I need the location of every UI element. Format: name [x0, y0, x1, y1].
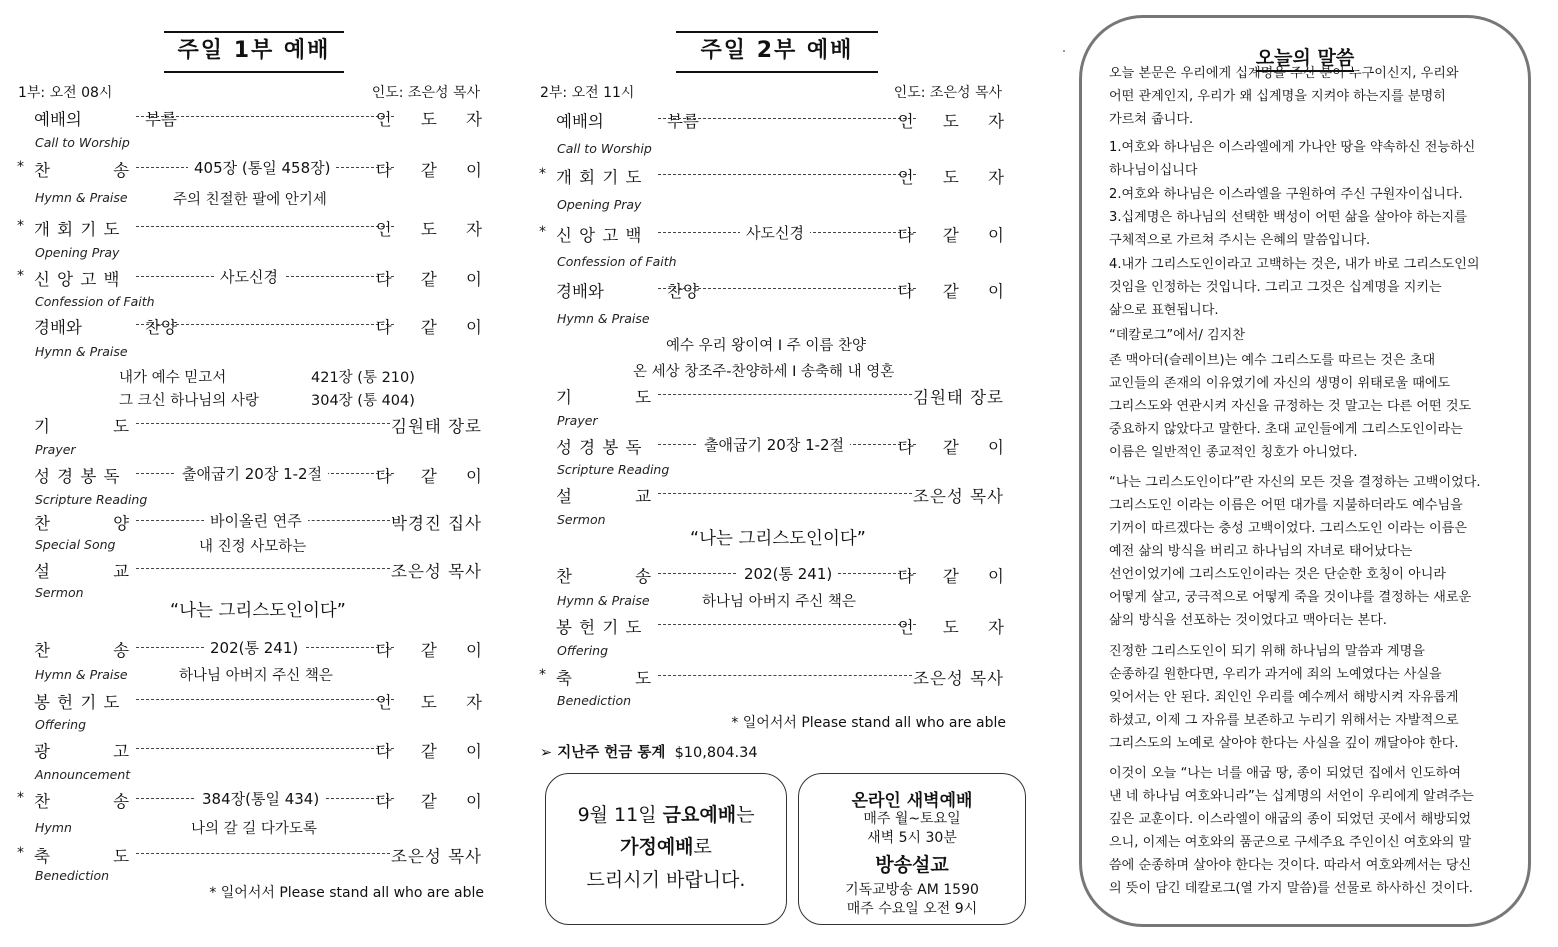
todays-word-line: 존 맥아더(슬레이브)는 예수 그리스도를 따르는 것은 초대: [1109, 353, 1436, 368]
todays-word-line: 교인들의 존재의 이유였기에 자신의 생명이 위태로울 때에도: [1109, 376, 1451, 391]
item-english: Offering: [35, 717, 87, 732]
item-leader: 인 도 자: [375, 220, 494, 239]
broadcast-time: 매주 수요일 오전 9시: [846, 901, 978, 917]
item-leader: 다 같 이: [897, 282, 1016, 301]
item-name: 축 도: [556, 669, 652, 688]
notice-particle-2: 로: [693, 836, 712, 858]
service2-title: 주일 2부 예배: [676, 31, 878, 73]
s2-item: [540, 278, 1016, 301]
todays-word-line: 으니, 이제는 여호와의 품군으로 구세주요 주인이신 여호와의 말: [1109, 835, 1472, 850]
item-leader: 다 같 이: [375, 270, 494, 289]
item-name: 경배와 찬양: [34, 318, 177, 337]
item-english: Offering: [557, 643, 609, 658]
offering-label: ➢ 지난주 헌금 통계: [540, 745, 666, 761]
praise-a-title: 내가 예수 믿고서: [119, 370, 227, 386]
s1-item: [17, 157, 494, 180]
todays-word-line: 순종하길 원한다면, 우리가 과거에 죄의 노예였다는 사실을: [1109, 667, 1442, 682]
leader-dots: [658, 288, 916, 289]
stand-marker: *: [17, 845, 24, 861]
todays-word-line: 것임을 인정하는 것입니다. 그리고 그것은 십계명을 지키는: [1109, 280, 1442, 295]
item-leader: 인 도 자: [375, 693, 494, 712]
praise-line-1: 예수 우리 왕이여 I 주 이름 찬양: [666, 338, 867, 354]
s2-item: [540, 563, 1016, 586]
service2-sermon-title: “나는 그리스도인이다”: [690, 529, 866, 549]
todays-word-line: 이것이 오늘 “나는 너를 애굽 땅, 종이 되었던 집에서 인도하여: [1109, 766, 1461, 781]
service2-time: 2부: 오전 11시: [540, 85, 635, 101]
leader-dots: [136, 568, 390, 569]
item-name: 봉 헌 기 도: [556, 618, 643, 637]
s1-item: [18, 738, 494, 761]
item-english: Hymn & Praise: [35, 190, 128, 205]
item-leader: 다 같 이: [897, 226, 1016, 245]
dawn-time: 새벽 5시 30분: [867, 830, 957, 846]
item-english: Confession of Faith: [557, 254, 677, 269]
item-name: 성 경 봉 독: [556, 438, 643, 457]
online-dawn-box: [798, 773, 1026, 925]
todays-word-line: 깊은 교훈이다. 이스라엘이 애굽의 종이 되었던 곳에서 해방되었: [1109, 812, 1472, 827]
item-english: Announcement: [35, 767, 131, 782]
item-name: 예배의 부름: [556, 112, 699, 131]
service1-stand-note: * 일어서서 Please stand all who are able: [209, 885, 484, 901]
stand-marker: *: [17, 218, 24, 234]
todays-word-line: 그리스도인 이라는 이름은 어떤 대가를 지불하더라도 예수님을: [1109, 498, 1463, 513]
leader-dots: [136, 699, 394, 700]
item-name: 성 경 봉 독: [34, 467, 121, 486]
item-english: Benediction: [557, 693, 632, 708]
leader-dots: [136, 226, 394, 227]
s1-item: [18, 843, 484, 865]
item-name: 찬 송: [34, 161, 130, 180]
todays-word-line: 이름은 일반적인 종교적인 칭호가 아니었다.: [1109, 445, 1358, 460]
item-leader: 조은성 목사: [391, 847, 482, 866]
s1-item: [18, 314, 494, 337]
item-name: 설 교: [556, 487, 652, 506]
item-detail: 405장 (통일 458장): [188, 157, 336, 178]
item-detail: 사도신경: [214, 266, 284, 287]
leader-dots: [658, 174, 916, 175]
item-detail: 384장(통일 434): [196, 788, 325, 809]
notice-friday: 금요예배: [662, 804, 737, 826]
item-detail: 출애굽기 20장 1-2절: [176, 463, 328, 484]
todays-word-line: 어떤 관계인지, 우리가 왜 십계명을 지켜야 하는지를 분명히: [1109, 89, 1446, 104]
leader-dots: [136, 423, 390, 424]
leader-dots: [658, 118, 916, 119]
stand-marker: *: [539, 667, 546, 683]
stand-marker: *: [539, 224, 546, 240]
s1-item: [18, 510, 484, 532]
s1-item: [18, 558, 484, 580]
notice-home-worship: 가정예배: [620, 836, 694, 858]
s1-item: [17, 216, 494, 239]
todays-word-panel: [1079, 15, 1531, 927]
item-english: Hymn & Praise: [35, 344, 128, 359]
todays-word-line: 구체적으로 가르쳐 주시는 은혜의 말씀입니다.: [1109, 233, 1371, 248]
item-name: 봉 헌 기 도: [34, 693, 121, 712]
service1-title: 주일 1부 예배: [164, 31, 344, 73]
item-name: 설 교: [34, 562, 130, 581]
item-leader: 다 같 이: [375, 467, 494, 486]
item-english: Scripture Reading: [557, 462, 670, 477]
item-name: 축 도: [34, 847, 130, 866]
todays-word-line: 하나님이십니다: [1109, 163, 1198, 178]
item-english: Prayer: [557, 413, 598, 428]
todays-word-line: 오늘 본문은 우리에게 십계명을 주신 분이 누구이신지, 우리와: [1109, 66, 1459, 81]
item-name: 찬 송: [34, 792, 130, 811]
service1-header: [18, 82, 484, 100]
item-english: Scripture Reading: [35, 492, 148, 507]
notice-line-2: [546, 832, 786, 859]
s2-item: [540, 434, 1016, 457]
leader-dots: [658, 624, 916, 625]
todays-word-line: 2.여호와 하나님은 이스라엘을 구원하여 주신 구원자이십니다.: [1109, 187, 1463, 202]
item-detail: 202(통 241): [204, 637, 304, 658]
item-leader: 김원태 장로: [913, 388, 1004, 407]
broadcast-station: 기독교방송 AM 1590: [845, 882, 979, 898]
s2-item: [540, 483, 1006, 505]
notice-date: 9월 11일: [577, 804, 663, 826]
s2-item: [539, 222, 1016, 245]
item-name: 예배의 부름: [34, 110, 177, 129]
todays-word-line: 4.내가 그리스도인이라고 고백하는 것은, 내가 바로 그리스도인의: [1109, 257, 1480, 272]
item-english: Hymn & Praise: [557, 593, 650, 608]
item-name: 경배와 찬양: [556, 282, 699, 301]
item-english: Sermon: [35, 585, 84, 600]
item-english: Call to Worship: [557, 141, 652, 156]
stand-marker: *: [17, 790, 24, 806]
hymn2-subtitle: 하나님 아버지 주신 책은: [179, 668, 333, 684]
item-english: Special Song: [35, 537, 116, 552]
service1-sermon-title: “나는 그리스도인이다”: [170, 601, 346, 621]
praise-line-2: 온 세상 창조주-찬양하세 I 송축해 내 영혼: [633, 364, 895, 380]
item-name: 찬 송: [556, 567, 652, 586]
item-leader: 박경진 집사: [391, 514, 482, 533]
s1-item: [18, 637, 494, 660]
item-name: 개 회 기 도: [34, 220, 121, 239]
s2-item: [540, 108, 1016, 131]
stand-marker: *: [539, 166, 546, 182]
todays-word-line: 삶의 방식을 선포하는 것이었다고 맥아더는 본다.: [1109, 613, 1387, 628]
broadcast-title: 방송설교: [875, 854, 949, 876]
s1-item: [17, 266, 494, 289]
todays-word-line: 낸 네 하나님 여호와니라”는 십계명의 서언이 우리에게 알려주는: [1109, 789, 1474, 804]
praise-b-title: 그 크신 하나님의 사랑: [119, 393, 259, 409]
leader-dots: [658, 493, 912, 494]
hymn3-subtitle: 나의 갈 길 다가도록: [191, 821, 317, 837]
todays-word-line: 어떻게 살고, 궁극적으로 어떻게 죽을 것이냐를 결정하는 새로운: [1109, 590, 1472, 605]
item-leader: 다 같 이: [375, 318, 494, 337]
stand-marker: *: [17, 268, 24, 284]
todays-word-line: 1.여호와 하나님은 이스라엘에게 가나안 땅을 약속하신 전능하신: [1109, 140, 1476, 155]
service1-time: 1부: 오전 08시: [18, 85, 113, 101]
item-leader: 조은성 목사: [913, 487, 1004, 506]
leader-dots: [136, 748, 394, 749]
item-english: Opening Pray: [35, 245, 120, 260]
todays-word-line: 기꺼이 따르겠다는 충성 고백이었다. 그리스도인 이라는 이름은: [1109, 521, 1467, 536]
leader-dots: [136, 324, 394, 325]
stray-dot: [1063, 50, 1065, 52]
item-leader: 다 같 이: [375, 161, 494, 180]
praise-b-number: 304장 (통 404): [311, 393, 415, 409]
todays-word-line: 그리스도와 연관시켜 자신을 규정하는 것 말고는 다른 어떤 것도: [1109, 399, 1472, 414]
s1-item: [18, 106, 494, 129]
item-detail: 사도신경: [740, 222, 810, 243]
todays-word-line: 가르쳐 줍니다.: [1109, 112, 1194, 127]
item-english: Confession of Faith: [35, 294, 155, 309]
s1-item: [18, 413, 484, 435]
item-name: 광 고: [34, 742, 130, 761]
item-detail: 202(통 241): [738, 563, 838, 584]
service2-header: [540, 82, 1006, 100]
todays-word-line: 선언이었기에 그리스도인이라는 것은 단순한 호칭이 아니라: [1109, 567, 1447, 582]
leader-dots: [136, 116, 394, 117]
item-english: Call to Worship: [35, 135, 130, 150]
item-leader: 다 같 이: [375, 641, 494, 660]
notice-line-3: 드리시기 바랍니다.: [586, 869, 746, 891]
item-english: Hymn & Praise: [557, 311, 650, 326]
offering-amount: $10,804.34: [674, 745, 758, 761]
item-english: Hymn: [35, 820, 72, 835]
item-english: Prayer: [35, 442, 76, 457]
leader-dots: [136, 853, 390, 854]
service2-hymn-subtitle: 하나님 아버지 주신 책은: [702, 594, 856, 610]
todays-word-line: 진정한 그리스도인이 되기 위해 하나님의 말씀과 계명을: [1109, 644, 1425, 659]
todays-word-line: “데칼로그”에서/ 김지찬: [1109, 328, 1245, 343]
s1-item: [18, 463, 494, 486]
item-name: 신 앙 고 백: [34, 270, 121, 289]
item-leader: 다 같 이: [375, 742, 494, 761]
service2-stand-note: * 일어서서 Please stand all who are able: [731, 715, 1006, 731]
item-english: Hymn & Praise: [35, 667, 128, 682]
item-name: 신 앙 고 백: [556, 226, 643, 245]
leader-dots: [658, 675, 912, 676]
item-name: 찬 송: [34, 641, 130, 660]
dawn-title: 온라인 새벽예배: [851, 791, 973, 811]
item-leader: 조은성 목사: [913, 669, 1004, 688]
service2-leader: 인도: 조은성 목사: [893, 85, 1002, 101]
s2-item: [540, 384, 1006, 406]
s2-item: [539, 164, 1016, 187]
s2-item: [540, 665, 1006, 687]
item-leader: 인 도 자: [897, 168, 1016, 187]
stand-marker: *: [17, 159, 24, 175]
item-detail: 바이올린 연주: [204, 510, 308, 531]
item-leader: 조은성 목사: [391, 562, 482, 581]
praise-a-number: 421장 (통 210): [311, 370, 415, 386]
item-name: 기 도: [556, 388, 652, 407]
todays-word-line: 삶으로 표현됩니다.: [1109, 303, 1219, 318]
s1-item: [17, 788, 494, 811]
service1-leader: 인도: 조은성 목사: [371, 85, 480, 101]
leader-dots: [658, 394, 912, 395]
todays-word-line: 3.십계명은 하나님의 선택한 백성이 어떤 삶을 살아야 하는지를: [1109, 210, 1467, 225]
todays-word-line: 중요하지 않았다고 말한다. 초대 교인들에게 그리스도인이라는: [1109, 422, 1463, 437]
item-name: 기 도: [34, 417, 130, 436]
item-english: Opening Pray: [557, 197, 642, 212]
todays-word-line: 씀에 순종하며 살아야 한다는 것이다. 따라서 여호와께서는 당신: [1109, 858, 1472, 873]
todays-word-line: 하셨고, 이제 그 자유를 보존하고 누리기 위해서는 자발적으로: [1109, 713, 1459, 728]
special-song-subtitle: 내 진정 사모하는: [199, 539, 307, 555]
item-leader: 인 도 자: [897, 618, 1016, 637]
item-leader: 다 같 이: [897, 438, 1016, 457]
todays-word-line: “나는 그리스도인이다”란 자신의 모든 것을 결정하는 고백이었다.: [1109, 475, 1481, 490]
dawn-days: 매주 월~토요일: [863, 811, 961, 827]
item-leader: 인 도 자: [897, 112, 1016, 131]
todays-word-line: 의 뜻이 담긴 데칼로그(열 가지 말씀)를 선물로 하사하신 것이다.: [1109, 881, 1473, 896]
item-english: Benediction: [35, 868, 110, 883]
notice-particle: 는: [736, 804, 755, 826]
offering-stat: [540, 741, 758, 762]
todays-word-title-text: 오늘의 말씀: [1256, 47, 1354, 72]
hymn1-subtitle: 주의 친절한 팔에 안기세: [173, 192, 327, 208]
todays-word-line: 그리스도의 노예로 살아야 한다는 사실을 깊이 깨달아야 한다.: [1109, 736, 1459, 751]
todays-word-line: 예전 삶의 방식을 버리고 하나님의 자녀로 태어났다는: [1109, 544, 1413, 559]
s1-item: [18, 689, 494, 712]
friday-notice-box: [545, 773, 787, 925]
item-leader: 인 도 자: [375, 110, 494, 129]
item-english: Sermon: [557, 512, 606, 527]
item-leader: 다 같 이: [897, 567, 1016, 586]
item-leader: 김원태 장로: [391, 417, 482, 436]
todays-word-line: 잊어서는 안 된다. 죄인인 우리를 예수께서 해방시켜 자유롭게: [1109, 690, 1459, 705]
item-name: 개 회 기 도: [556, 168, 643, 187]
s2-item: [540, 614, 1016, 637]
notice-line-1: [546, 800, 786, 827]
item-leader: 다 같 이: [375, 792, 494, 811]
item-name: 찬 양: [34, 514, 130, 533]
item-detail: 출애굽기 20장 1-2절: [698, 434, 850, 455]
